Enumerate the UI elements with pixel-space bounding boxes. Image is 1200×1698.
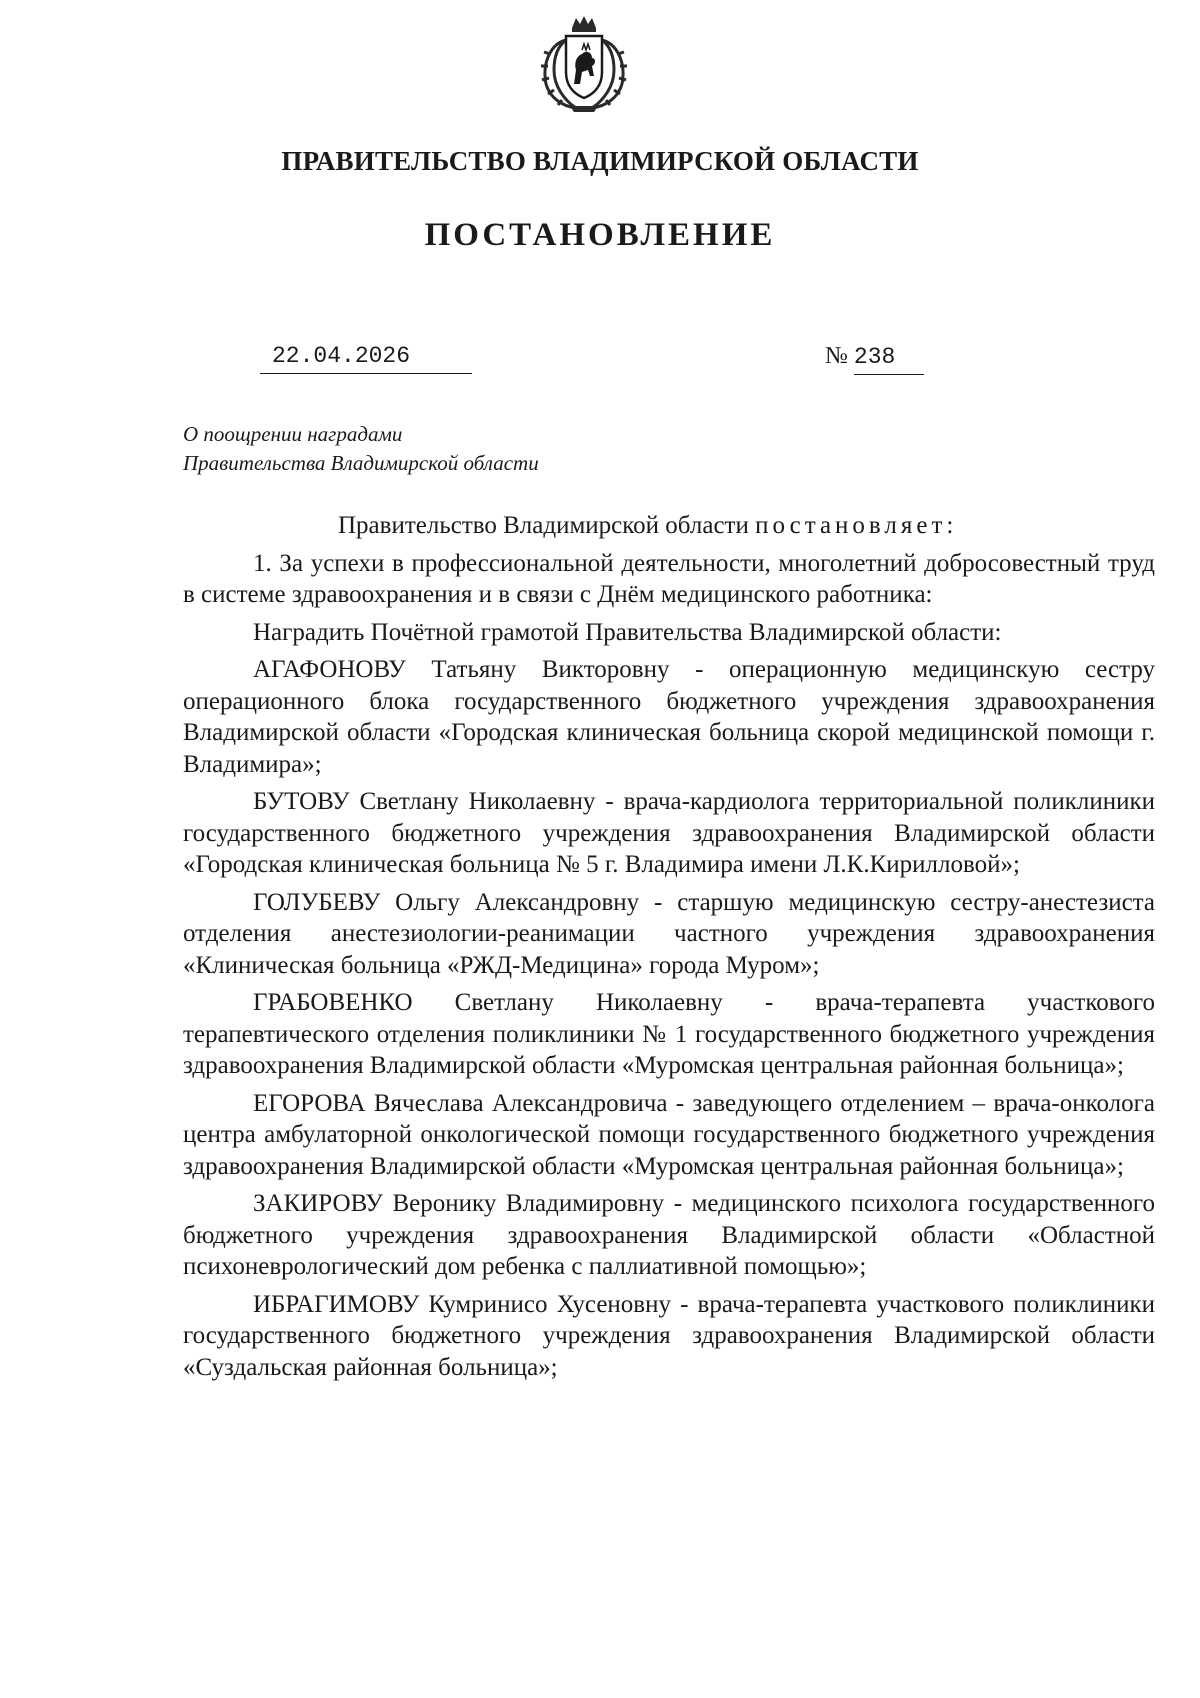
subject-line-2: Правительства Владимирской области: [183, 451, 539, 475]
recipient-item: АГАФОНОВУ Татьяну Викторовну - операционную медицинскую сестру операционного блока государственного бюджетного учреждения здравоохранения Владимирской области «Городская клиническая больница скорой медицинской помощи г. Владимира»;: [183, 656, 1155, 778]
recipient-item: ГОЛУБЕВУ Ольгу Александровну - старшую медицинскую сестру-анестезиста отделения анестезиологии-реанимации частного учреждения здравоохранения «Клиническая больница «РЖД-Медицина» города Муром»;: [183, 888, 1155, 979]
recipient-item: ЕГОРОВА Вячеслава Александровича - заведующего отделением – врача-онколога центра амбулаторной онкологической помощи государственного бюджетного учреждения здравоохранения Владимирской области «Муромская центральная районная больница»;: [183, 1089, 1155, 1180]
document-type-title: ПОСТАНОВЛЕНИЕ: [424, 217, 776, 253]
document-number: 238: [854, 344, 924, 375]
document-date: 22.04.2026: [260, 343, 472, 374]
coat-of-arms-icon: [536, 14, 632, 114]
award-statement: Наградить Почётной грамотой Правительства Владимирской области:: [253, 618, 1002, 646]
recipient-item: ЗАКИРОВУ Веронику Владимировну - медицинского психолога государственного бюджетного учреждения здравоохранения Владимирской области «Областной психоневрологический дом ребенка с паллиативной помощью»;: [183, 1190, 1155, 1280]
subject-line-1: О поощрении наградами: [183, 422, 403, 446]
document-body: [183, 510, 1155, 1389]
resolution-intro-lead: Правительство Владимирской области: [338, 512, 756, 539]
recipient-item: ИБРАГИМОВУ Кумринисо Хусеновну - врача-терапевта участкового поликлиники государственного бюджетного учреждения здравоохранения Владимирской области «Суздальская районная больница»;: [183, 1290, 1155, 1381]
recipient-item: БУТОВУ Светлану Николаевну - врача-кардиолога территориальной поликлиники государственного бюджетного учреждения здравоохранения Владимирской области «Городская клиническая больница № 5 г. Владимира имени Л.К.Кирилловой»;: [183, 788, 1155, 878]
clause-1: 1. За успехи в профессиональной деятельности, многолетний добросовестный труд в системе здравоохранения и в связи с Днём медицинского работника:: [183, 549, 1155, 608]
resolution-verb: постановляет:: [755, 512, 958, 539]
document-number-field: [825, 343, 924, 375]
organization-title: ПРАВИТЕЛЬСТВО ВЛАДИМИРСКОЙ ОБЛАСТИ: [281, 146, 919, 176]
number-label: №: [825, 343, 848, 369]
recipient-item: ГРАБОВЕНКО Светлану Николаевну - врача-терапевта участкового терапевтического отделения поликлиники № 1 государственного бюджетного учреждения здравоохранения Владимирской области «Муромская центральная районная больница»;: [183, 989, 1155, 1079]
document-subject: [183, 420, 539, 478]
resolution-intro: [183, 510, 1155, 542]
